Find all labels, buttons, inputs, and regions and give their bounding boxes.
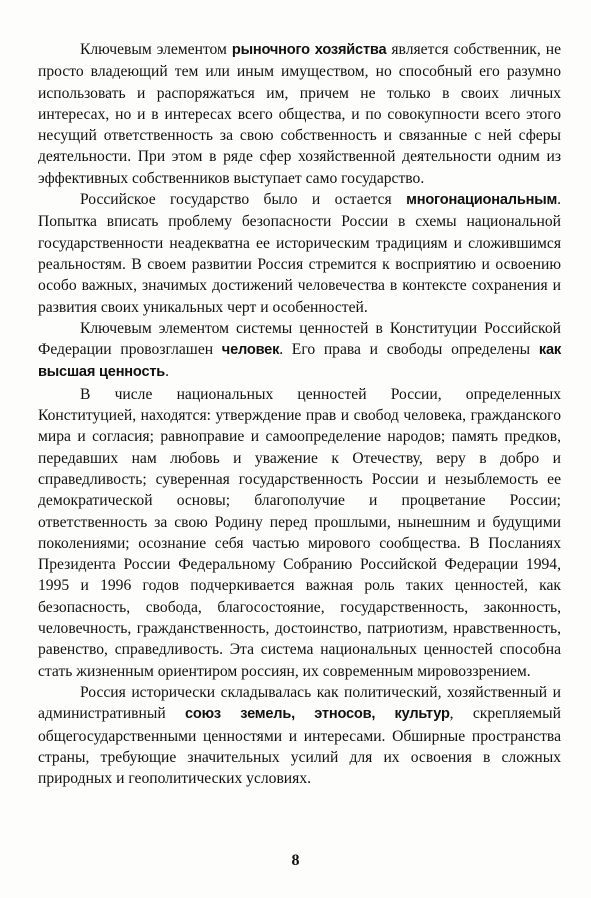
emphasized-term: многонациональным [406, 192, 558, 209]
text-run: В числе национальных ценностей России, определенных Конституцией, находятся: утверждение прав и свобод человека, гражданского мира и согласия; равноправие и самоопределение народов; память предков, передавших нам любовь и уважение к Отечеству, веру в добро и справедливость; суверенная государственность России и незыблемость ее демократической основы; благополучие и процветание России; ответственность за свою Родину перед прошлыми, нынешним и будущими поколениями; осознание себя частью мирового сообщества. В Посланиях Президента России Федеральному Собранию Российской Федерации 1994, 1995 и 1996 годов подчеркивается важная роль таких ценностей, как безопасность, свобода, благосостояние, государственность, законность, человечность, гражданственность, достоинство, патриотизм, нравственность, равенство, справедливость. Эта система национальных ценностей способна стать жизненным ориентиром россиян, их современным мировоззрением. [38, 385, 561, 680]
text-run: , скрепляемый общегосударственными ценностями и интересами. Обширные пространства страны, требующие значительных усилий для их освоения в сложных природных и геополитических условиях. [38, 705, 561, 788]
text-run: Ключевым элементом [80, 41, 232, 58]
text-run: Российское государство было и остается [80, 191, 407, 209]
text-run: . Его права и свободы определены [279, 341, 539, 359]
text-run: Россия исторически складывалась как политический, хозяйственный и административный [38, 683, 561, 723]
text-run: . Попытка вписать проблему безопасности России в схемы национальной государственности неадекватна ее историческим традициям и сложившимся реальностям. В своем развитии Россия стремится к восприятию и освоению особо важных, значимых достижений человечества в контексте сохранения и развития своих уникальных черт и особенностей. [38, 191, 561, 316]
body-text [38, 39, 561, 789]
paragraph [38, 384, 561, 682]
text-run: Ключевым элементом системы ценностей в Конституции Российской Федерации провозглашен [38, 319, 561, 359]
paragraph [38, 39, 561, 189]
text-run: является собственник, не просто владеющий тем или иным имуществом, но способный его разумно использовать и распоряжаться им, причем не только в своих личных интересах, но и в интересах всего общества, и по совокупности всего этого несущий ответственность за свою собственность и связанные с ней сферы деятельности. При этом в ряде сфер хозяйственной деятельности одним из эффективных собственников выступает само государство. [38, 41, 562, 187]
emphasized-term: рыночного хозяйства [231, 42, 387, 58]
paragraph [38, 318, 561, 384]
emphasized-term: союз земель, этносов, культур [185, 706, 450, 723]
text-run: . [165, 363, 169, 381]
paragraph [38, 682, 561, 789]
emphasized-term: как высшая ценность [38, 342, 561, 381]
emphasized-term: человек [221, 342, 280, 359]
paragraph [38, 189, 561, 318]
page-number: 8 [291, 852, 300, 869]
